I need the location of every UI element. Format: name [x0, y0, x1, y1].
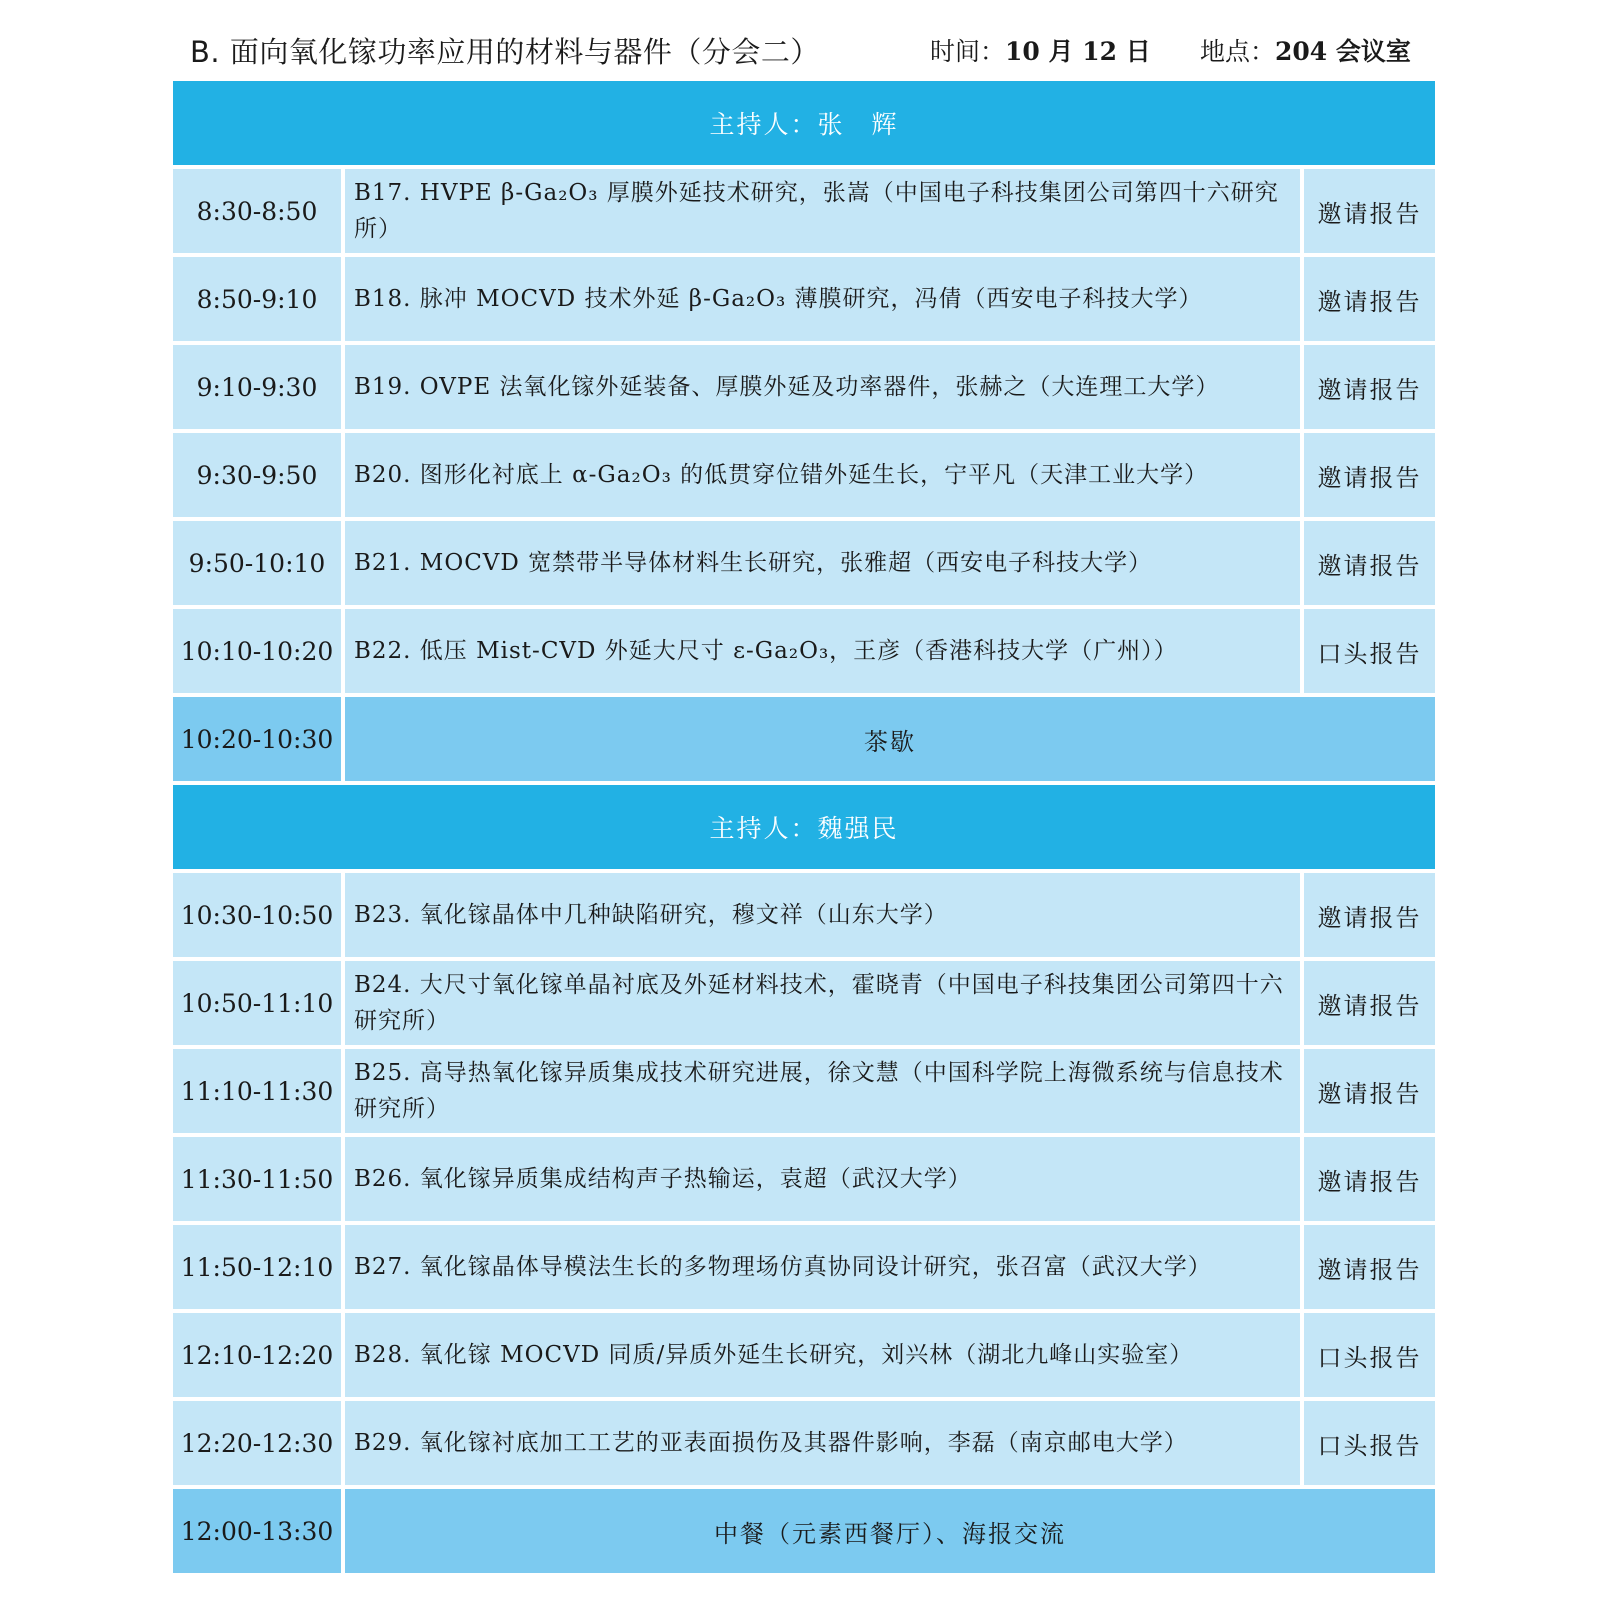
talk-title: B17. HVPE β-Ga₂O₃ 厚膜外延技术研究，张嵩（中国电子科技集团公司第四十六研究所） — [345, 169, 1300, 253]
talk-type: 邀请报告 — [1304, 873, 1435, 957]
talk-type: 口头报告 — [1304, 609, 1435, 693]
talk-title: B22. 低压 Mist-CVD 外延大尺寸 ε-Ga₂O₃，王彦（香港科技大学（广州）） — [345, 609, 1300, 693]
talk-row — [173, 169, 1435, 257]
talk-time: 11:50-12:10 — [173, 1225, 341, 1309]
talk-title: B29. 氧化镓衬底加工工艺的亚表面损伤及其器件影响，李磊（南京邮电大学） — [345, 1401, 1300, 1485]
place-label: 地点： — [1200, 37, 1276, 66]
talk-time: 10:50-11:10 — [173, 961, 341, 1045]
chair-name: 主持人：张 辉 — [173, 81, 1435, 165]
talk-time: 12:20-12:30 — [173, 1401, 341, 1485]
break-label: 茶歇 — [345, 697, 1435, 781]
talk-time: 11:30-11:50 — [173, 1137, 341, 1221]
time-label: 时间： — [930, 37, 1006, 66]
talk-type: 口头报告 — [1304, 1313, 1435, 1397]
talk-title: B25. 高导热氧化镓异质集成技术研究进展，徐文慧（中国科学院上海微系统与信息技术研究所） — [345, 1049, 1300, 1133]
talk-row — [173, 1313, 1435, 1401]
talk-type: 邀请报告 — [1304, 1049, 1435, 1133]
talk-type: 邀请报告 — [1304, 1137, 1435, 1221]
talk-row — [173, 345, 1435, 433]
talk-time: 10:30-10:50 — [173, 873, 341, 957]
talk-time: 9:10-9:30 — [173, 345, 341, 429]
talk-time: 8:50-9:10 — [173, 257, 341, 341]
talk-time: 8:30-8:50 — [173, 169, 341, 253]
talk-type: 邀请报告 — [1304, 345, 1435, 429]
chair-name: 主持人：魏强民 — [173, 785, 1435, 869]
break-row — [173, 1489, 1435, 1577]
time-value: 10 月 12 日 — [1005, 37, 1151, 66]
talk-time: 9:30-9:50 — [173, 433, 341, 517]
talk-title: B28. 氧化镓 MOCVD 同质/异质外延生长研究，刘兴林（湖北九峰山实验室） — [345, 1313, 1300, 1397]
talk-type: 邀请报告 — [1304, 961, 1435, 1045]
talk-title: B21. MOCVD 宽禁带半导体材料生长研究，张雅超（西安电子科技大学） — [345, 521, 1300, 605]
talk-time: 9:50-10:10 — [173, 521, 341, 605]
talk-title: B23. 氧化镓晶体中几种缺陷研究，穆文祥（山东大学） — [345, 873, 1300, 957]
talk-type: 邀请报告 — [1304, 433, 1435, 517]
talk-title: B27. 氧化镓晶体导模法生长的多物理场仿真协同设计研究，张召富（武汉大学） — [345, 1225, 1300, 1309]
talk-type: 邀请报告 — [1304, 257, 1435, 341]
talk-title: B20. 图形化衬底上 α-Ga₂O₃ 的低贯穿位错外延生长，宁平凡（天津工业大学） — [345, 433, 1300, 517]
talk-row — [173, 433, 1435, 521]
talk-title: B26. 氧化镓异质集成结构声子热输运，袁超（武汉大学） — [345, 1137, 1300, 1221]
talk-type: 邀请报告 — [1304, 1225, 1435, 1309]
talk-row — [173, 873, 1435, 961]
talk-row — [173, 609, 1435, 697]
talk-row — [173, 1225, 1435, 1313]
chair-row — [173, 81, 1435, 169]
break-row — [173, 697, 1435, 785]
talk-time: 11:10-11:30 — [173, 1049, 341, 1133]
talk-title: B18. 脉冲 MOCVD 技术外延 β-Ga₂O₃ 薄膜研究，冯倩（西安电子科技大学） — [345, 257, 1300, 341]
talk-type: 邀请报告 — [1304, 521, 1435, 605]
talk-row — [173, 1049, 1435, 1137]
chair-row — [173, 785, 1435, 873]
talk-row — [173, 961, 1435, 1049]
session-place — [1200, 32, 1411, 68]
talk-type: 口头报告 — [1304, 1401, 1435, 1485]
talk-title: B19. OVPE 法氧化镓外延装备、厚膜外延及功率器件，张赫之（大连理工大学） — [345, 345, 1300, 429]
talk-type: 邀请报告 — [1304, 169, 1435, 253]
session-title: B. 面向氧化镓功率应用的材料与器件（分会二） — [190, 34, 820, 69]
schedule-table — [173, 81, 1435, 1577]
break-time: 12:00-13:30 — [173, 1489, 341, 1573]
session-time — [930, 32, 1151, 68]
talk-time: 10:10-10:20 — [173, 609, 341, 693]
place-value: 204 会议室 — [1275, 37, 1411, 66]
talk-time: 12:10-12:20 — [173, 1313, 341, 1397]
talk-row — [173, 257, 1435, 345]
break-time: 10:20-10:30 — [173, 697, 341, 781]
talk-title: B24. 大尺寸氧化镓单晶衬底及外延材料技术，霍晓青（中国电子科技集团公司第四十六研究所） — [345, 961, 1300, 1045]
talk-row — [173, 521, 1435, 609]
session-header — [190, 24, 1420, 76]
talk-row — [173, 1137, 1435, 1225]
talk-row — [173, 1401, 1435, 1489]
break-label: 中餐（元素西餐厅）、海报交流 — [345, 1489, 1435, 1573]
